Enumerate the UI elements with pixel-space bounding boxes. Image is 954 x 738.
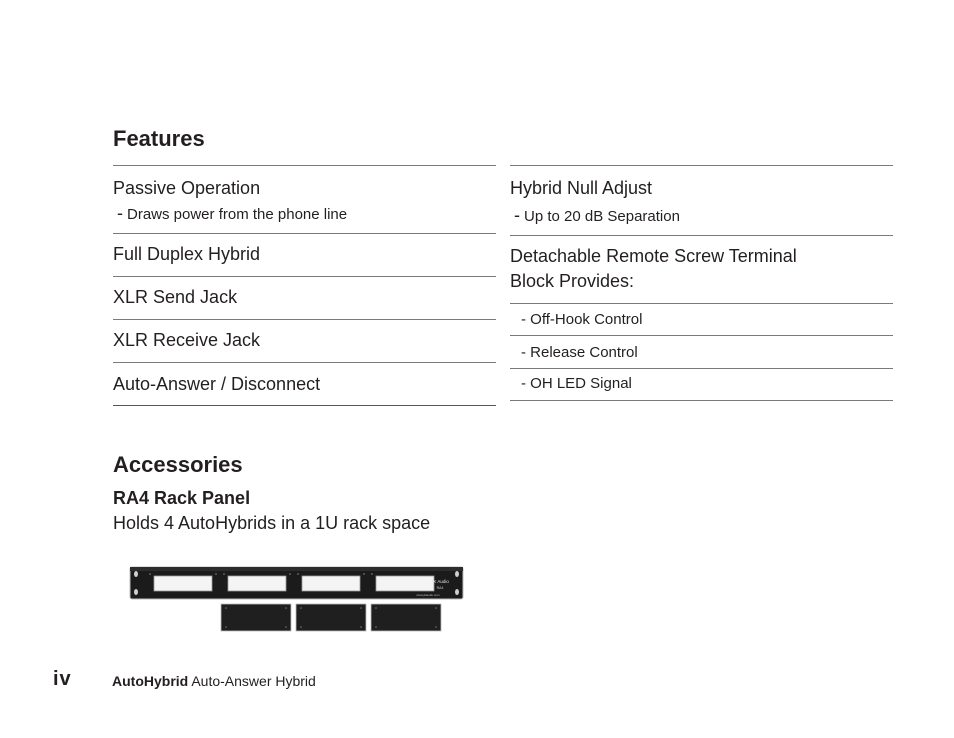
rack-panel-image (128, 564, 466, 634)
terminal-item-off-hook (510, 303, 893, 336)
terminal-item-release (510, 335, 893, 369)
feature-screw-terminal (510, 235, 893, 304)
divider (510, 400, 893, 401)
features-left-column (113, 165, 496, 407)
feature-xlr-receive (113, 319, 496, 363)
feature-passive-operation (113, 165, 496, 234)
feature-subtext-label: Up to 20 dB Separation (524, 208, 680, 225)
accessories-heading: Accessories (113, 452, 243, 477)
feature-full-duplex (113, 233, 496, 277)
features-heading: Features (113, 126, 205, 151)
feature-title: XLR Send Jack (113, 287, 238, 307)
terminal-item-label: - Off-Hook Control (521, 311, 643, 328)
panel-url-text: www.jkaudio.com (416, 593, 440, 597)
footer-product: AutoHybrid (112, 673, 189, 689)
footer-title (112, 673, 316, 689)
features-right-column (510, 165, 893, 401)
terminal-item-oh-led (510, 368, 893, 401)
panel-model-text: RA4 (436, 586, 444, 590)
feature-title: XLR Receive Jack (113, 330, 261, 350)
feature-title: Auto-Answer / Disconnect (113, 374, 321, 394)
accessory-title: RA4 Rack Panel (113, 488, 251, 508)
terminal-item-label: - OH LED Signal (521, 375, 632, 392)
feature-title-line2: Block Provides: (510, 271, 635, 291)
panel-brand-text: JK Audio (431, 579, 449, 584)
accessory-description: Holds 4 AutoHybrids in a 1U rack space (113, 513, 431, 533)
feature-hybrid-null (510, 165, 893, 236)
feature-subtext: - Draws power from the phone line (117, 203, 348, 223)
terminal-item-label: - Release Control (521, 344, 638, 361)
feature-title: Full Duplex Hybrid (113, 244, 261, 264)
footer-subtitle: Auto-Answer Hybrid (191, 673, 316, 689)
page-number: iv (53, 668, 72, 690)
divider (113, 405, 496, 406)
feature-subtext-label: Draws power from the phone line (127, 206, 348, 223)
feature-subtext: - Up to 20 dB Separation (514, 205, 680, 225)
feature-xlr-send (113, 276, 496, 320)
feature-title-line1: Detachable Remote Screw Terminal (510, 246, 797, 266)
feature-title: Passive Operation (113, 178, 261, 198)
feature-auto-answer (113, 362, 496, 407)
feature-title: Hybrid Null Adjust (510, 178, 653, 198)
